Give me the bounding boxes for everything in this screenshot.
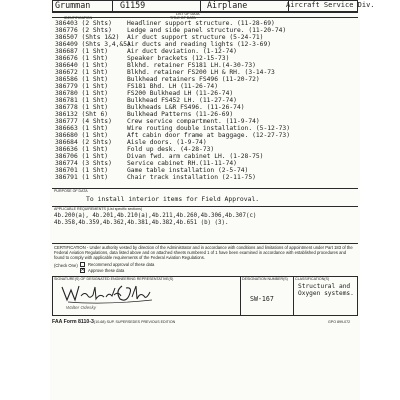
document-identifier: 386507 (Shts 1&2) [55,34,120,41]
data-list-item [55,90,233,97]
document-title: Blkhd. retainer FS181 LH.(4-30-73) [127,62,256,69]
list-of-data-label: LIST OF DATA [176,12,200,16]
approve-data-label: Approve these data [88,268,125,273]
document-identifier: 386680 (1 Sht) [55,132,109,139]
document-title: FS200 Bulkhead LH (11-26-74) [127,90,234,97]
designation-label: DESIGNATION NUMBER(S) [242,277,288,281]
data-list-item [55,41,271,48]
document-title: Bulkhead Patterns (11-26-69) [127,111,234,118]
document-title: Headliner support structure. (11-28-69) [127,20,275,27]
requirements-text: 4b.200(a), 4b.201,4b.210(a),4b.211,4b.260,4b.306,4b.307(c) 4b.358,4b.359,4b.362,4b.381,4b.382,4b.651 (b) (3). [54,213,257,226]
document-identifier: 386132 (Sht 6) [55,111,109,118]
document-title: Fold up desk. (4-28-73) [127,146,215,153]
check-one-label: (Check One) [54,263,78,268]
document-identifier: 386687 (1 Sht) [55,48,109,55]
document-title: Bulkhead FS452 LH. (11-27-74) [127,97,237,104]
purpose-label: PURPOSE OF DATA [54,189,88,193]
print-code: GPO 899-072 [328,320,351,324]
data-list-item [55,118,260,125]
title-column-label: TITLE OF DATA [170,16,196,20]
document-identifier: 386781 (1 Sht) [55,97,109,104]
product-type: Airplane [207,0,248,10]
recommend-approval-label: Recommend approval of these data [88,262,155,267]
document-identifier: 386774 (3 Shts) [55,160,112,167]
document-identifier: 386706 (1 Sht) [55,153,109,160]
document-title: Air duct deviation. (1-12-74) [127,48,237,55]
data-list-item [55,69,275,76]
model-number: G1159 [120,0,146,10]
document-identifier: 386676 (1 Sht) [55,55,109,62]
document-title: Service cabinet RH.(11-11-74) [127,160,237,167]
signature-label: SIGNATURE(S) OF DESIGNATED ENGINEERING REPRESENTATIVE(S) [54,277,174,281]
document-title: Aisle doors. (1-9-74) [127,139,207,146]
data-list-item [55,167,248,174]
data-list-item [55,34,263,41]
data-list-item [55,146,214,153]
document-title: Wire routing double installation. (5-12-73) [127,125,291,132]
document-title: Chair track installation (2-11-75) [127,174,256,181]
document-identifier: 386777 (4 Shts) [55,118,112,125]
data-list-item [55,97,237,104]
document-identifier: 386403 (2 Shts) [55,20,112,27]
document-identifier: 386684 (2 Shts) [55,139,112,146]
data-list-item [55,48,237,55]
data-list-item [55,104,245,111]
document-title: Blkhd. retainer FS200 LH & RH. (3-14-73 [127,69,275,76]
applicant-name: Grumman [55,0,91,10]
document-title: Crew service compartment. (11-9-74) [127,118,260,125]
approve-data-checkbox[interactable] [80,268,85,273]
document-identifier: 386672 (1 Sht) [55,69,109,76]
document-title: Aft cabin door frame at baggage. (12-27-73) [127,132,291,139]
form-page [50,0,375,400]
classification-value: Structural and Oxygen systems. [298,283,354,297]
data-list-item [55,27,286,34]
document-title: FS181 Bhd. LH (11-26-74) [127,83,218,90]
document-identifier: 386701 (1 Sht) [55,167,109,174]
data-list-item [55,174,256,181]
data-list-item [55,62,256,69]
document-title: Speaker brackets (12-15-73) [127,55,230,62]
document-title: Air duct support structure (5-24-71) [127,34,264,41]
handwritten-signature [60,283,160,305]
document-identifier: 386409 (Shts 3,4,&5) [55,41,131,48]
form-identifier: FAA Form 8110-3 [52,319,94,325]
data-list-item [55,111,233,118]
document-identifier: 386640 (1 Sht) [55,62,109,69]
data-list-item [55,160,237,167]
data-list-item [55,125,290,132]
document-identifier: 386791 (1 Sht) [55,174,109,181]
document-title: Bulkheads L&R FS496. (11-26-74) [127,104,245,111]
data-list-item [55,76,260,83]
document-identifier: 386779 (1 Sht) [55,83,109,90]
document-identifier: 386778 (1 Sht) [55,104,109,111]
document-title: Air ducts and reading lights (12-3-69) [127,41,272,48]
document-title: Ledge and side panel structure. (11-20-74) [127,27,287,34]
document-identifier: 386586 (1 Sht) [55,76,109,83]
data-list-item [55,139,207,146]
document-title: Bulkhead retainers FS496 (11-20-72) [127,76,260,83]
signer-printed-name: Walter Odesky [66,305,97,310]
certification-text: CERTIFICATION - Under authority vested by direction of the Administrator and in accordance with conditions and limitations of appointment under Part 183 of the Federal Aviation Regulations, data listed above and on attached sheets numbered 1 of 1 have been examined in accordance with established procedures and found to comply with applicable requirements of the Federal Aviation Regulations. [54,245,353,261]
document-identifier: 386780 (1 Sht) [55,90,109,97]
document-identifier: 386663 (1 Sht) [55,125,109,132]
classification-label: CLASSIFICATION(S) [295,277,330,281]
data-list-item [55,132,290,139]
document-title: Divan fwd. arm cabinet LH. (1-28-75) [127,153,264,160]
data-list-item [55,55,229,62]
designation-number: SW-167 [250,295,274,303]
data-list-item [55,20,275,27]
identification-column-label: IDENTIFICATION [64,16,93,20]
document-title: Game table installation (2-5-74) [127,167,249,174]
data-list-item [55,83,218,90]
data-list-item [55,153,263,160]
firm-name: Aircraft Service Div. [286,1,375,9]
purpose-text: To install interior items for Field Approval. [86,195,260,203]
document-identifier: 386776 (2 Shts) [55,27,112,34]
form-edition-note: (10-68) SUP. SUPERSEDES PREVIOUS EDITION [94,320,176,324]
document-identifier: 386636 (1 Sht) [55,146,109,153]
requirements-label: APPLICABLE REQUIREMENTS (List specific sections) [54,207,143,211]
